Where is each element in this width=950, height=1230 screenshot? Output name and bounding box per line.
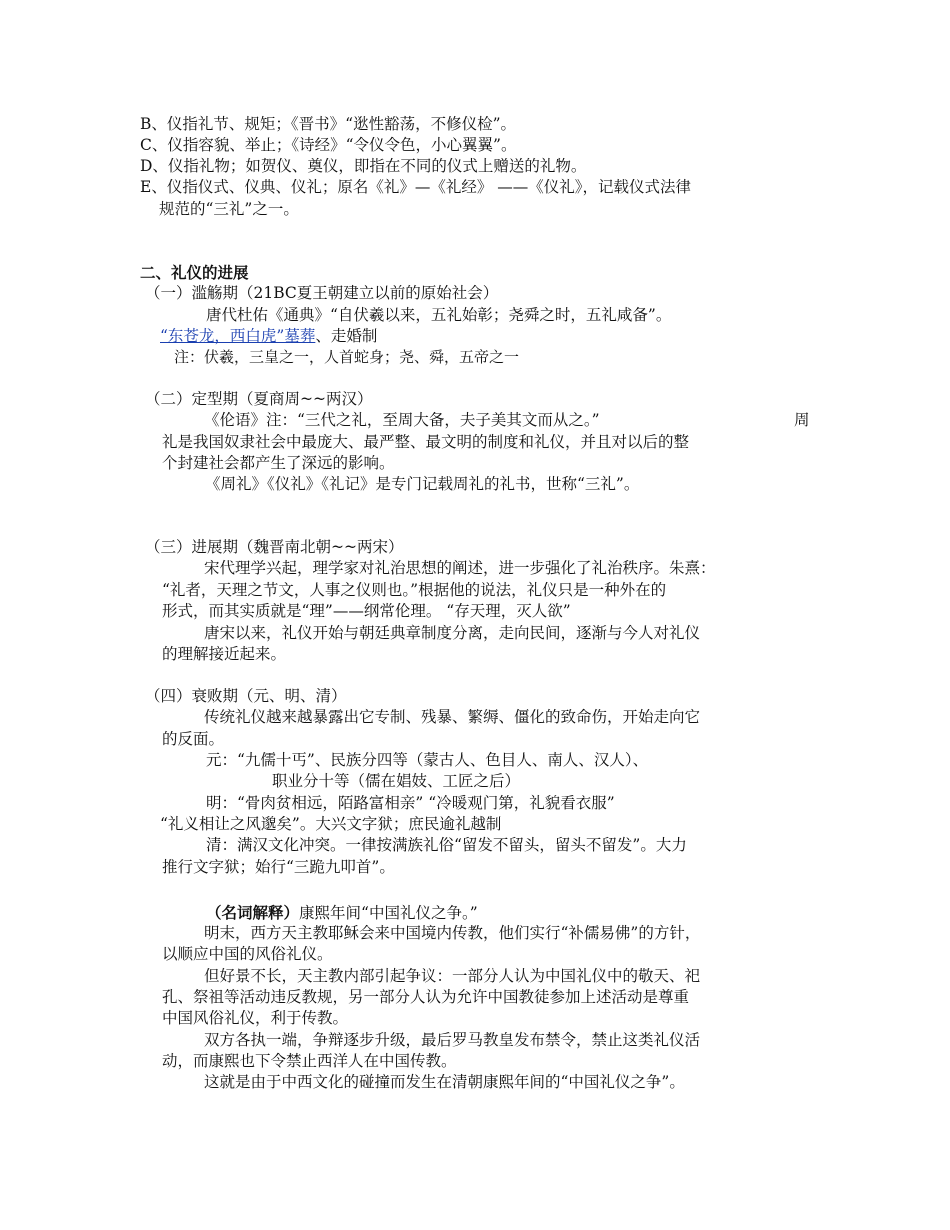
period4-yuan2: 职业分十等（儒在娼妓、工匠之后） xyxy=(272,772,521,790)
period2-line2: 礼是我国奴隶社会中最庞大、最严整、最文明的制度和礼仪，并且对以后的整 xyxy=(162,433,690,451)
item-e-line1: E、仪指仪式、仪典、仪礼；原名《礼》—《礼经》 ——《仪礼》，记载仪式法律 xyxy=(140,178,691,196)
period2-line1b: 周 xyxy=(794,411,810,429)
period3-line4: 唐宋以来，礼仪开始与朝廷典章制度分离，走向民间，逐渐与今人对礼仪 xyxy=(204,624,701,642)
period4-qing2: 推行文字狱；始行“三跪九叩首”。 xyxy=(162,858,395,876)
period1-link-suffix: 、走婚制 xyxy=(315,327,378,345)
period4-ming1: 明：“骨肉贫相远，陌路富相亲” “冷暖观门第，礼貌看衣服” xyxy=(206,794,615,812)
period4-line2: 的反面。 xyxy=(162,730,225,748)
period2-line4: 《周礼》《仪礼》《礼记》是专门记载周礼的礼书，世称“三礼”。 xyxy=(205,475,640,493)
item-e-line2: 规范的“三礼”之一。 xyxy=(159,200,299,218)
section-heading: 二、礼仪的进展 xyxy=(140,263,249,282)
term-line3: 但好景不长，天主教内部引起争议：一部分人认为中国礼仪中的敬天、祀 xyxy=(204,967,701,985)
item-c: C、仪指容貌、举止；《诗经》“令仪令色，小心翼翼”。 xyxy=(140,136,517,154)
period3-title: （三）进展期（魏晋南北朝~~两宋） xyxy=(145,538,404,556)
period4-yuan1: 元：“九儒十丐”、民族分四等（蒙古人、色目人、南人、汉人）、 xyxy=(206,751,649,769)
term-line5: 中国风俗礼仪，利于传教。 xyxy=(162,1009,349,1027)
period2-line1a: 《伦语》注：“三代之礼，至周大备，夫子美其文而从之。” xyxy=(204,411,600,429)
period4-qing1: 清：满汉文化冲突。一律按满族礼俗“留发不留头，留头不留发”。大力 xyxy=(206,836,687,854)
term-line1: 明末，西方天主教耶稣会来中国境内传教，他们实行“补儒易佛”的方针， xyxy=(204,924,701,942)
period1-note: 注：伏羲，三皇之一，人首蛇身；尧、舜，五帝之一 xyxy=(174,348,520,366)
term-title: 康熙年间“中国礼仪之争。” xyxy=(299,904,478,922)
period3-line3: 形式，而其实质就是“理”——纲常伦理。 “存天理，灭人欲” xyxy=(162,602,571,620)
term-heading-line xyxy=(206,902,478,924)
period4-line1: 传统礼仪越来越暴露出它专制、残暴、繁缛、僵化的致命伤，开始走向它 xyxy=(204,708,701,726)
period4-title: （四）衰败期（元、明、清） xyxy=(145,687,347,705)
period2-line3: 个封建社会都产生了深远的影响。 xyxy=(162,454,395,472)
term-line6: 双方各执一端，争辩逐步升级，最后罗马教皇发布禁令，禁止这类礼仪活 xyxy=(204,1031,701,1049)
period3-line5: 的理解接近起来。 xyxy=(162,645,287,663)
term-line8: 这就是由于中西文化的碰撞而发生在清朝康熙年间的“中国礼仪之争”。 xyxy=(204,1073,685,1091)
item-b: B、仪指礼节、规矩；《晋书》“逖性豁荡，不修仪检”。 xyxy=(140,115,516,133)
term-line2: 以顺应中国的风俗礼仪。 xyxy=(162,945,333,963)
term-line7: 动，而康熙也下令禁止西洋人在中国传教。 xyxy=(162,1052,457,1070)
period4-ming2: “礼义相让之风邈矣”。大兴文字狱；庶民逾礼越制 xyxy=(160,815,502,833)
term-line4: 孔、祭祖等活动违反教规，另一部分人认为允许中国教徒参加上述活动是尊重 xyxy=(162,988,690,1006)
period3-line2: “礼者，天理之节文，人事之仪则也。”根据他的说法，礼仪只是一种外在的 xyxy=(162,581,667,599)
period2-title: （二）定型期（夏商周~~两汉） xyxy=(145,390,373,408)
period1-title: （一）滥觞期（21BC夏王朝建立以前的原始社会） xyxy=(145,284,499,302)
term-label: （名词解释） xyxy=(206,903,300,922)
period1-quote: 唐代杜佑《通典》“自伏羲以来，五礼始彰；尧舜之时，五礼咸备”。 xyxy=(206,306,672,324)
period1-link-line xyxy=(160,326,377,347)
tomb-link[interactable]: “东苍龙，西白虎”墓葬 xyxy=(160,327,316,345)
item-d: D、仪指礼物；如贺仪、奠仪，即指在不同的仪式上赠送的礼物。 xyxy=(140,157,587,175)
period3-line1: 宋代理学兴起，理学家对礼治思想的阐述，进一步强化了礼治秩序。朱熹： xyxy=(204,559,716,577)
